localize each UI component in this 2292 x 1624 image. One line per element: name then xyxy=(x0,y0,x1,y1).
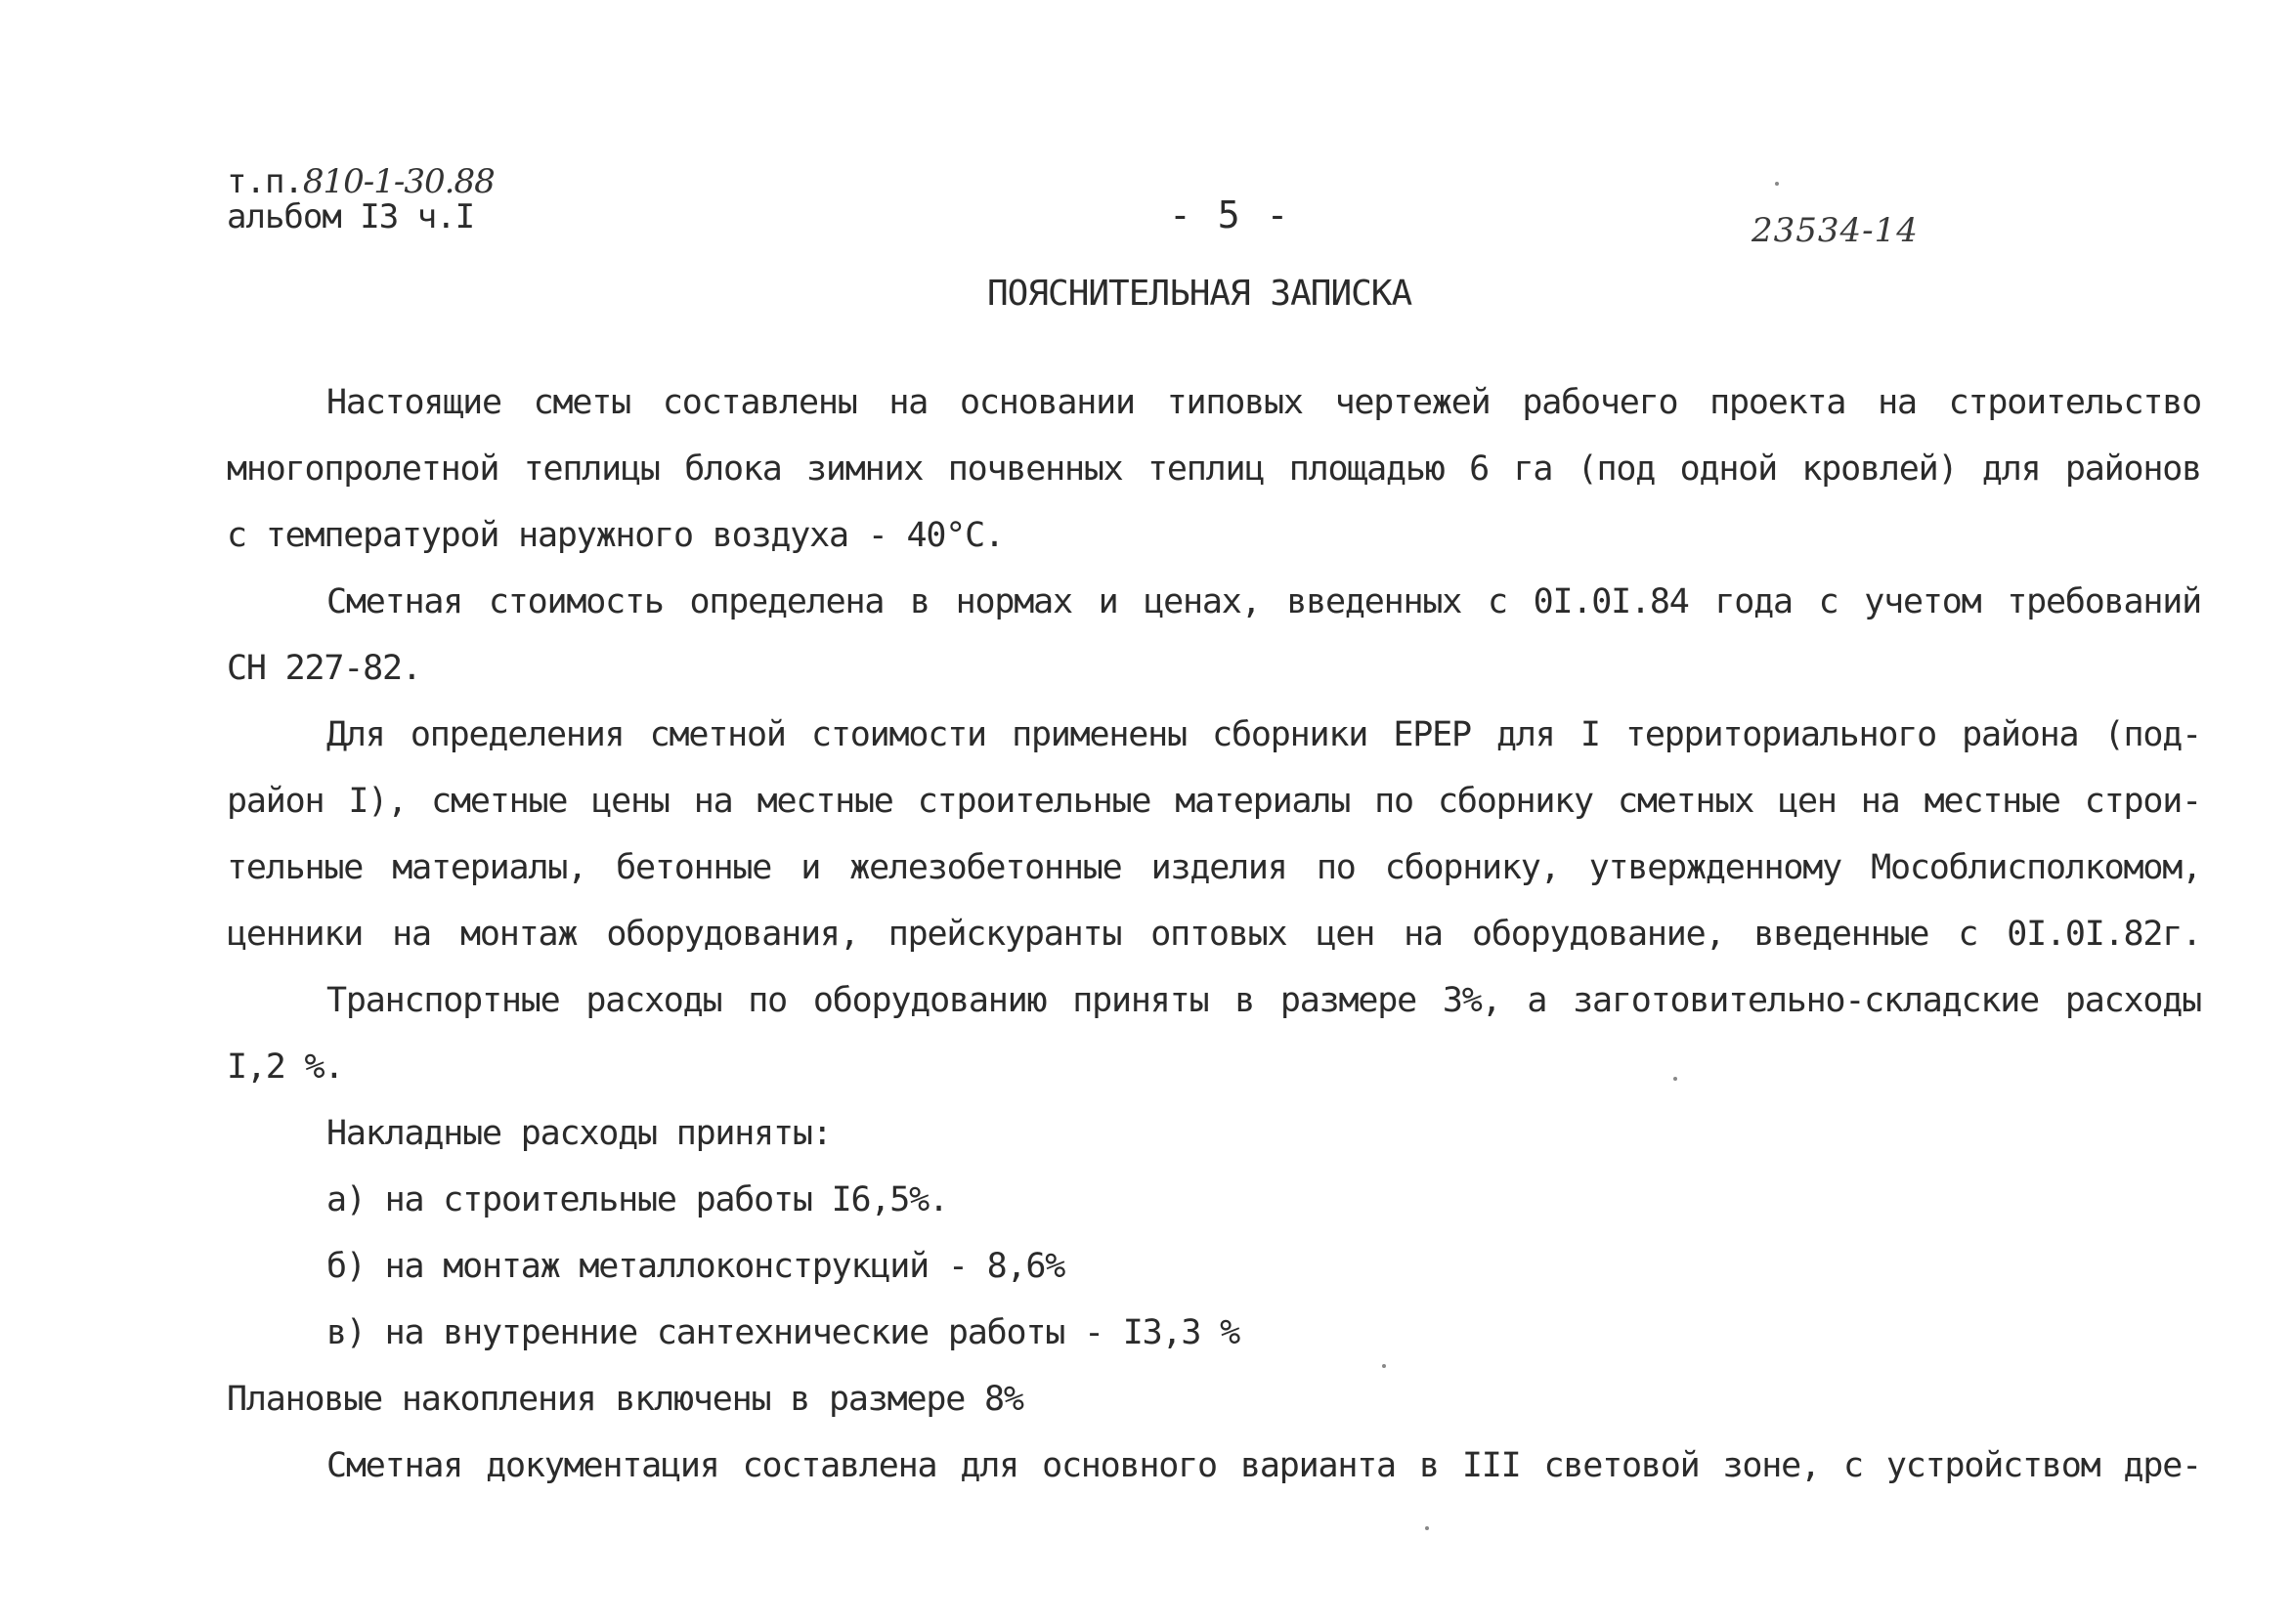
text-line: СН 227-82. xyxy=(227,649,421,688)
scan-speck xyxy=(1382,1364,1386,1368)
text-line: с температурой наружного воздуха - 40°С. xyxy=(227,516,1004,555)
text-line: I,2 %. xyxy=(227,1047,344,1087)
typical-project-line xyxy=(227,164,495,199)
tp-number: 810-1-30.88 xyxy=(302,162,495,201)
text-line: Настоящие сметы составлены на основании типовых чертежей рабочего проекта на строительство xyxy=(326,383,2201,422)
scan-speck xyxy=(1673,1077,1677,1081)
list-item: б) на монтаж металлоконструкций - 8,6% xyxy=(326,1247,1065,1286)
scan-speck xyxy=(1775,182,1779,186)
text-line: многопролетной теплицы блока зимних почвенных теплиц площадью 6 га (под одной кровлей) для районов xyxy=(227,449,2201,489)
text-line: Транспортные расходы по оборудованию приняты в размере 3%, а заготовительно-складские расходы xyxy=(326,981,2201,1020)
text-line: Плановые накопления включены в размере 8% xyxy=(227,1380,1023,1419)
document-code: 23534-14 xyxy=(1751,211,1919,250)
text-line: Сметная стоимость определена в нормах и ценах, введенных с 0I.0I.84 года с учетом требований xyxy=(326,582,2201,621)
list-item: а) на строительные работы I6,5%. xyxy=(326,1180,948,1219)
tp-prefix: т.п. xyxy=(227,162,303,201)
text-line: район I), сметные цены на местные строительные материалы по сборнику сметных цен на местные строи- xyxy=(227,782,2201,821)
page-title: ПОЯСНИТЕЛЬНАЯ ЗАПИСКА xyxy=(987,274,1412,314)
scan-speck xyxy=(1425,1526,1429,1530)
body-text xyxy=(227,369,2201,1499)
list-item: в) на внутренние сантехнические работы - I3,3 % xyxy=(326,1313,1239,1352)
text-line: ценники на монтаж оборудования, прейскуранты оптовых цен на оборудование, введенные с 0I.0I.82г. xyxy=(227,915,2201,954)
text-line: тельные материалы, бетонные и железобетонные изделия по сборнику, утвержденному Мособлисполкомом, xyxy=(227,848,2201,887)
page-number: - 5 - xyxy=(1169,193,1291,236)
text-line: Для определения сметной стоимости применены сборники ЕРЕР для I территориального района (под- xyxy=(326,715,2201,754)
album-line: альбом I3 ч.I xyxy=(227,197,475,236)
header-reference xyxy=(227,164,495,235)
text-line: Сметная документация составлена для основного варианта в III световой зоне, с устройством дре- xyxy=(326,1446,2201,1485)
text-line: Накладные расходы приняты: xyxy=(326,1114,832,1153)
